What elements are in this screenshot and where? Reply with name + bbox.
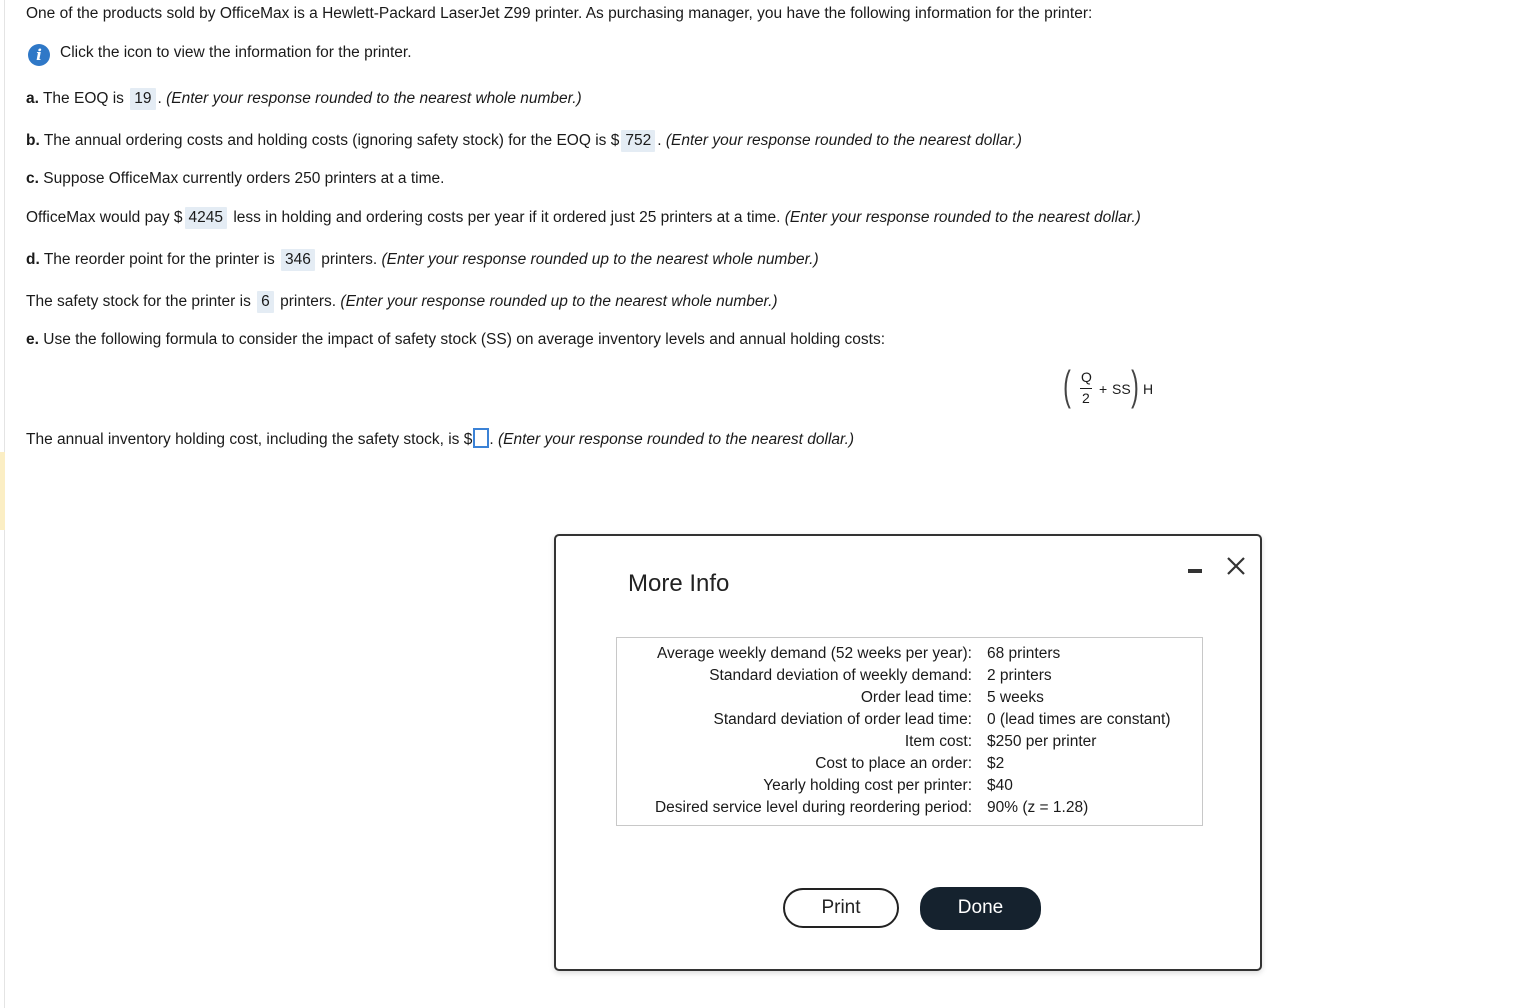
part-a-hint: (Enter your response rounded to the nearest whole number.) [166, 90, 582, 107]
part-a-period: . [157, 90, 162, 107]
info-label: Item cost: [904, 733, 972, 750]
part-d-ss-after: printers. [280, 293, 337, 310]
holding-cost-formula [1063, 362, 1166, 414]
part-e-period: . [489, 431, 494, 448]
info-row [617, 665, 1204, 687]
part-c-label: c. [26, 170, 39, 187]
formula-denominator: 2 [1082, 390, 1090, 406]
info-link-text: Click the icon to view the information for the printer. [60, 44, 412, 61]
info-label: Yearly holding cost per printer: [763, 777, 972, 794]
info-row [617, 643, 1204, 665]
part-c-hint: (Enter your response rounded to the nearest dollar.) [784, 209, 1141, 226]
part-b-text: The annual ordering costs and holding costs (ignoring safety stock) for the EOQ is $ [43, 132, 620, 149]
part-d-text: The reorder point for the printer is [43, 251, 275, 268]
info-label: Cost to place an order: [815, 755, 972, 772]
part-d-safety [26, 291, 778, 313]
part-e-hint: (Enter your response rounded to the nearest dollar.) [497, 431, 855, 448]
formula-plus: + [1099, 381, 1108, 397]
part-e-label: e. [26, 331, 39, 348]
part-d [26, 249, 819, 271]
part-d-ss-text: The safety stock for the printer is [26, 293, 251, 310]
info-value: 68 printers [987, 645, 1061, 662]
info-label: Desired service level during reordering period: [654, 799, 972, 816]
formula-right-paren: ) [1131, 362, 1139, 409]
info-icon[interactable]: i [28, 44, 50, 66]
part-d-hint: (Enter your response rounded up to the nearest whole number.) [381, 251, 819, 268]
print-button[interactable]: Print [783, 888, 899, 928]
part-d-ss-hint: (Enter your response rounded up to the nearest whole number.) [340, 293, 778, 310]
part-a-answer[interactable]: 19 [130, 88, 155, 110]
info-row [617, 731, 1204, 753]
intro-text: One of the products sold by OfficeMax is a Hewlett-Packard LaserJet Z99 printer. As purchasing manager, you have the following information for the printer: [26, 5, 1093, 22]
part-d-ss-answer[interactable]: 6 [257, 291, 274, 313]
part-e [26, 330, 885, 350]
info-value: $40 [987, 777, 1013, 794]
part-c-answer[interactable]: 4245 [185, 207, 227, 229]
part-b-hint: (Enter your response rounded to the nearest dollar.) [665, 132, 1022, 149]
part-e-question-text: The annual inventory holding cost, including the safety stock, is $ [26, 431, 473, 448]
info-value: $2 [987, 755, 1005, 772]
info-value: 90% (z = 1.28) [987, 799, 1089, 816]
dialog-title: More Info [628, 570, 730, 597]
more-info-dialog [554, 534, 1262, 971]
info-label: Order lead time: [860, 689, 972, 706]
part-b [26, 130, 1022, 152]
info-value: 0 (lead times are constant) [987, 711, 1171, 728]
info-value: 2 printers [987, 667, 1052, 684]
minimize-icon[interactable] [1188, 562, 1204, 578]
formula-fraction-bar [1080, 388, 1092, 389]
done-button[interactable]: Done [920, 887, 1041, 930]
info-row [617, 709, 1204, 731]
part-c [26, 169, 444, 189]
part-c-after: less in holding and ordering costs per year if it ordered just 25 printers at a time. [233, 209, 781, 226]
part-d-after: printers. [321, 251, 378, 268]
info-value: 5 weeks [987, 689, 1044, 706]
formula-h: H [1143, 381, 1154, 397]
info-row [617, 775, 1204, 797]
part-c-text: Suppose OfficeMax currently orders 250 printers at a time. [43, 170, 445, 187]
part-e-question [26, 430, 854, 450]
part-d-answer[interactable]: 346 [281, 249, 315, 271]
part-a-text: The EOQ is [42, 90, 124, 107]
info-label: Average weekly demand (52 weeks per year): [656, 645, 972, 662]
part-a [26, 88, 582, 110]
part-a-label: a. [26, 90, 39, 107]
part-b-label: b. [26, 132, 40, 149]
info-row [617, 797, 1204, 819]
info-row [617, 687, 1204, 709]
part-b-answer[interactable]: 752 [621, 130, 655, 152]
close-icon[interactable] [1224, 554, 1248, 578]
formula-left-paren: ( [1063, 362, 1071, 409]
part-c-line2 [26, 207, 1141, 229]
info-value: $250 per printer [987, 733, 1097, 750]
part-b-period: . [657, 132, 662, 149]
part-e-text: Use the following formula to consider the impact of safety stock (SS) on average inventory levels and annual holding costs: [43, 331, 886, 348]
formula-numerator: Q [1081, 369, 1092, 385]
info-label: Standard deviation of order lead time: [713, 711, 972, 728]
part-c-before: OfficeMax would pay $ [26, 209, 183, 226]
info-row [617, 753, 1204, 775]
question-marker [0, 452, 5, 530]
printer-info-table [616, 637, 1203, 826]
formula-ss: SS [1112, 381, 1131, 397]
holding-cost-input[interactable] [473, 428, 489, 448]
part-d-label: d. [26, 251, 40, 268]
info-label: Standard deviation of weekly demand: [709, 667, 972, 684]
